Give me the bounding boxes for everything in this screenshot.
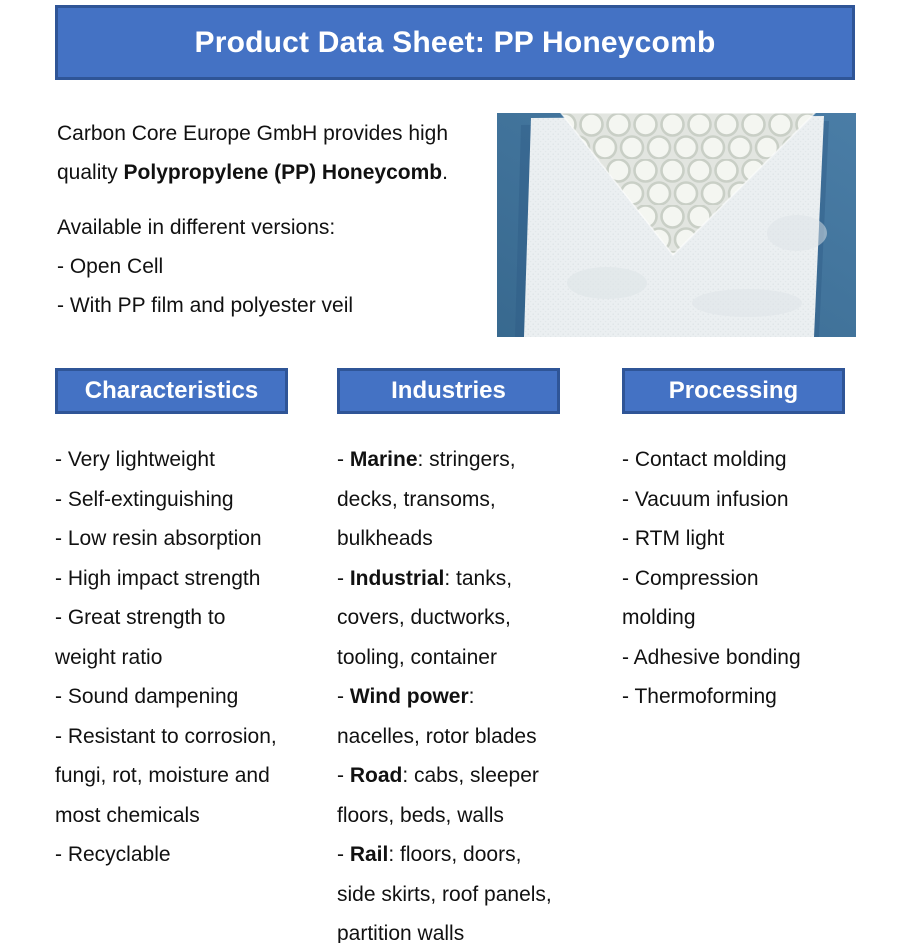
list-item bbox=[55, 559, 288, 599]
list-item bbox=[337, 835, 560, 943]
columns-row bbox=[55, 368, 905, 943]
list-item bbox=[622, 677, 830, 717]
intro-versions bbox=[57, 208, 497, 325]
text: . bbox=[442, 161, 448, 184]
text: - Contact molding bbox=[622, 448, 787, 471]
list-item bbox=[55, 677, 288, 717]
column-processing bbox=[622, 368, 850, 717]
text: - Sound dampening bbox=[55, 685, 239, 708]
list-item bbox=[55, 835, 288, 875]
list-item bbox=[337, 440, 560, 559]
list-item bbox=[57, 247, 497, 286]
bold-text: Industrial bbox=[349, 566, 445, 590]
column-characteristics bbox=[55, 368, 288, 875]
processing-list bbox=[622, 440, 830, 717]
list-item bbox=[57, 286, 497, 325]
industries-list bbox=[337, 440, 560, 943]
list-item bbox=[55, 480, 288, 520]
text: - Low resin absorption bbox=[55, 527, 262, 550]
product-photo bbox=[497, 113, 856, 337]
text: - Great strength to weight ratio bbox=[55, 606, 226, 669]
list-item bbox=[55, 598, 288, 677]
bold-text: Wind power bbox=[349, 685, 469, 708]
bold-text: Road bbox=[349, 764, 403, 787]
text: - High impact strength bbox=[55, 566, 261, 590]
text: : nacelles, rotor blades bbox=[337, 685, 537, 748]
text: - Resistant to corrosion, fungi, rot, moisture and most chemicals bbox=[55, 724, 277, 827]
list-item bbox=[622, 559, 830, 638]
section-header-processing bbox=[622, 368, 845, 414]
section-header-characteristics bbox=[55, 368, 288, 414]
section-header-label: Industries bbox=[391, 377, 506, 404]
list-item bbox=[622, 519, 830, 559]
bold-text: Rail bbox=[349, 843, 389, 866]
list-item bbox=[622, 480, 830, 520]
page-title: Product Data Sheet: PP Honeycomb bbox=[194, 25, 716, 59]
intro-section bbox=[57, 114, 497, 325]
text: - bbox=[337, 764, 350, 787]
text: - bbox=[337, 566, 350, 590]
list-item bbox=[622, 638, 830, 678]
text: : tanks, covers, ductworks, tooling, container bbox=[337, 566, 513, 669]
text: - bbox=[337, 448, 350, 471]
list-item bbox=[622, 440, 830, 480]
text: Carbon Core Europe GmbH provides high quality bbox=[57, 122, 449, 184]
text: - Vacuum infusion bbox=[622, 487, 789, 511]
text: : stringers, decks, transoms, bulkheads bbox=[337, 448, 516, 550]
list-item bbox=[55, 440, 288, 480]
intro-paragraph bbox=[57, 114, 497, 192]
text: - Adhesive bonding bbox=[622, 645, 801, 669]
text: - Thermoforming bbox=[622, 685, 777, 708]
text: - Compression molding bbox=[622, 566, 759, 629]
text: - Very lightweight bbox=[55, 448, 215, 471]
section-header-label: Processing bbox=[668, 377, 799, 404]
text: - bbox=[337, 843, 350, 866]
text: - bbox=[337, 685, 350, 708]
list-item bbox=[55, 519, 288, 559]
text: Available in different versions: bbox=[57, 216, 336, 239]
column-industries bbox=[337, 368, 560, 943]
text: : floors, doors, side skirts, roof panels, partition walls bbox=[337, 843, 552, 943]
text: - Recyclable bbox=[55, 843, 171, 866]
section-header-label: Characteristics bbox=[84, 377, 259, 404]
section-header-industries bbox=[337, 368, 560, 414]
text: - RTM light bbox=[622, 527, 725, 550]
text: - With PP film and polyester veil bbox=[57, 294, 354, 317]
characteristics-list bbox=[55, 440, 288, 875]
list-item bbox=[57, 208, 497, 247]
bold-text: Marine bbox=[349, 448, 418, 471]
text: - Self-extinguishing bbox=[55, 487, 234, 511]
list-item bbox=[55, 717, 288, 836]
list-item bbox=[337, 559, 560, 678]
text: - Open Cell bbox=[57, 255, 164, 278]
bold-text: Polypropylene (PP) Honeycomb bbox=[123, 161, 443, 184]
list-item bbox=[337, 756, 560, 835]
text: : cabs, sleeper floors, beds, walls bbox=[337, 764, 539, 827]
list-item bbox=[337, 677, 560, 756]
title-banner bbox=[55, 5, 855, 80]
